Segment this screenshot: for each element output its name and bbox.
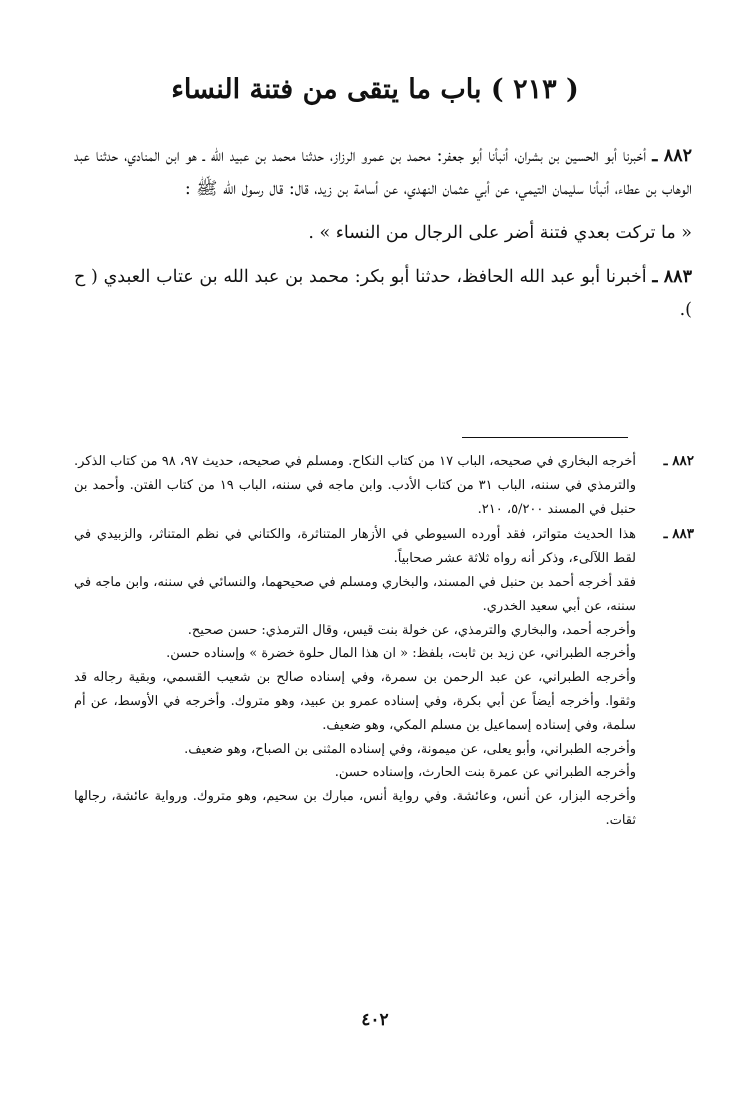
footnote-number: ٨٨٢ ـ [663,453,694,469]
footnote-body [74,523,636,832]
footnote-paragraph: هذا الحديث متواتر، فقد أورده السيوطي في الأزهار المتناثرة، والكتاني في نظم المتناثر، والزبيدي في لقط اللآلىء، وذكر أنه رواه ثلاثة عشر صحابياً. [74,527,636,567]
footnote-paragraph: فقد أخرجه أحمد بن حنبل في المسند، والبخاري ومسلم في صحيحهما، والنسائي في سننه، وابن ماجه في سننه، عن أبي سعيد الخدري. [74,574,636,614]
footnote-paragraph: وأخرجه أحمد، والبخاري والترمذي، عن خولة بنت قيس، وقال الترمذي: حسن صحيح. [187,622,636,638]
hadith-number: ٨٨٣ ـ [652,267,692,287]
hadith-882-quote [74,217,692,250]
footnote-paragraph: وأخرجه الطبراني عن عمرة بنت الحارث، وإسناده حسن. [334,765,636,781]
footnote-body [74,450,636,521]
page-number: ٤٠٢ [361,1010,389,1030]
footnote-paragraph: أخرجه البخاري في صحيحه، الباب ١٧ من كتاب النكاح. ومسلم في صحيحه، حديث ٩٧، ٩٨ من كتاب الذكر. والترمذي في سننه، الباب ٣١ من كتاب الأدب. وابن ماجه في سننه، الباب ١٩ من كتاب الفتن. وأحمد بن حنبل في المسند ٥/٢٠٠، ٢١٠. [74,454,636,517]
footnote-number: ٨٨٣ ـ [663,526,694,543]
footnote-paragraph: وأخرجه الطبراني، عن زيد بن ثابت، بلفظ: « ان هذا المال حلوة خضرة » وإسناده حسن. [166,646,636,662]
hadith-number: ٨٨٢ ـ [652,146,692,166]
footnote-paragraph: وأخرجه البزار، عن أنس، وعائشة. وفي رواية أنس، مبارك بن سحيم، وهو متروك. ورواية عائشة، رجالها ثقات. [74,789,636,828]
hadith-882 [74,140,692,206]
main-text [74,140,692,338]
hadith-883 [74,261,692,327]
hadith-text: أخبرنا أبو الحسين بن بشران، أنبأنا أبو جعفر: محمد بن عمرو الرزاز، حدثنا محمد بن عبيد الله ـ هو ابن المنادي، حدثنا عبد الوهاب بن عطاء، أنبأنا سليمان التيمي، عن أبي عثمان النهدي، عن أسامة بن زيد، قال: قال رسول الله ﷺ : [74,146,692,199]
footnote-paragraph: وأخرجه الطبراني، عن عبد الرحمن بن سمرة، وفي إسناده صالح بن شعيب القسمي، وبقية رجاله قد وثقوا. وأخرجه أيضاً عن أبي بكرة، وفي إسناده عمرو بن عبيد، وهو متروك. وأخرجه في الأوسط، عن أم سلمة، وفي إسناده إسماعيل بن مسلم المكي، وهو ضعيف. [74,670,636,733]
footnote-883 [74,523,694,832]
footnotes [74,450,694,835]
footnote-separator [462,437,628,438]
hadith-text: أخبرنا أبو عبد الله الحافظ، حدثنا أبو بكر: محمد بن عبد الله بن عتاب العبدي ( ح ). [74,267,692,320]
hadith-quote: « ما تركت بعدي فتنة أضر على الرجال من النساء » . [308,223,692,243]
footnote-paragraph: وأخرجه الطبراني، وأبو يعلى، عن ميمونة، وفي إسناده المثنى بن الصباح، وهو ضعيف. [184,741,636,757]
footnote-882 [74,450,694,521]
chapter-title: ( ٢١٣ ) باب ما يتقى من فتنة النساء [171,74,579,105]
